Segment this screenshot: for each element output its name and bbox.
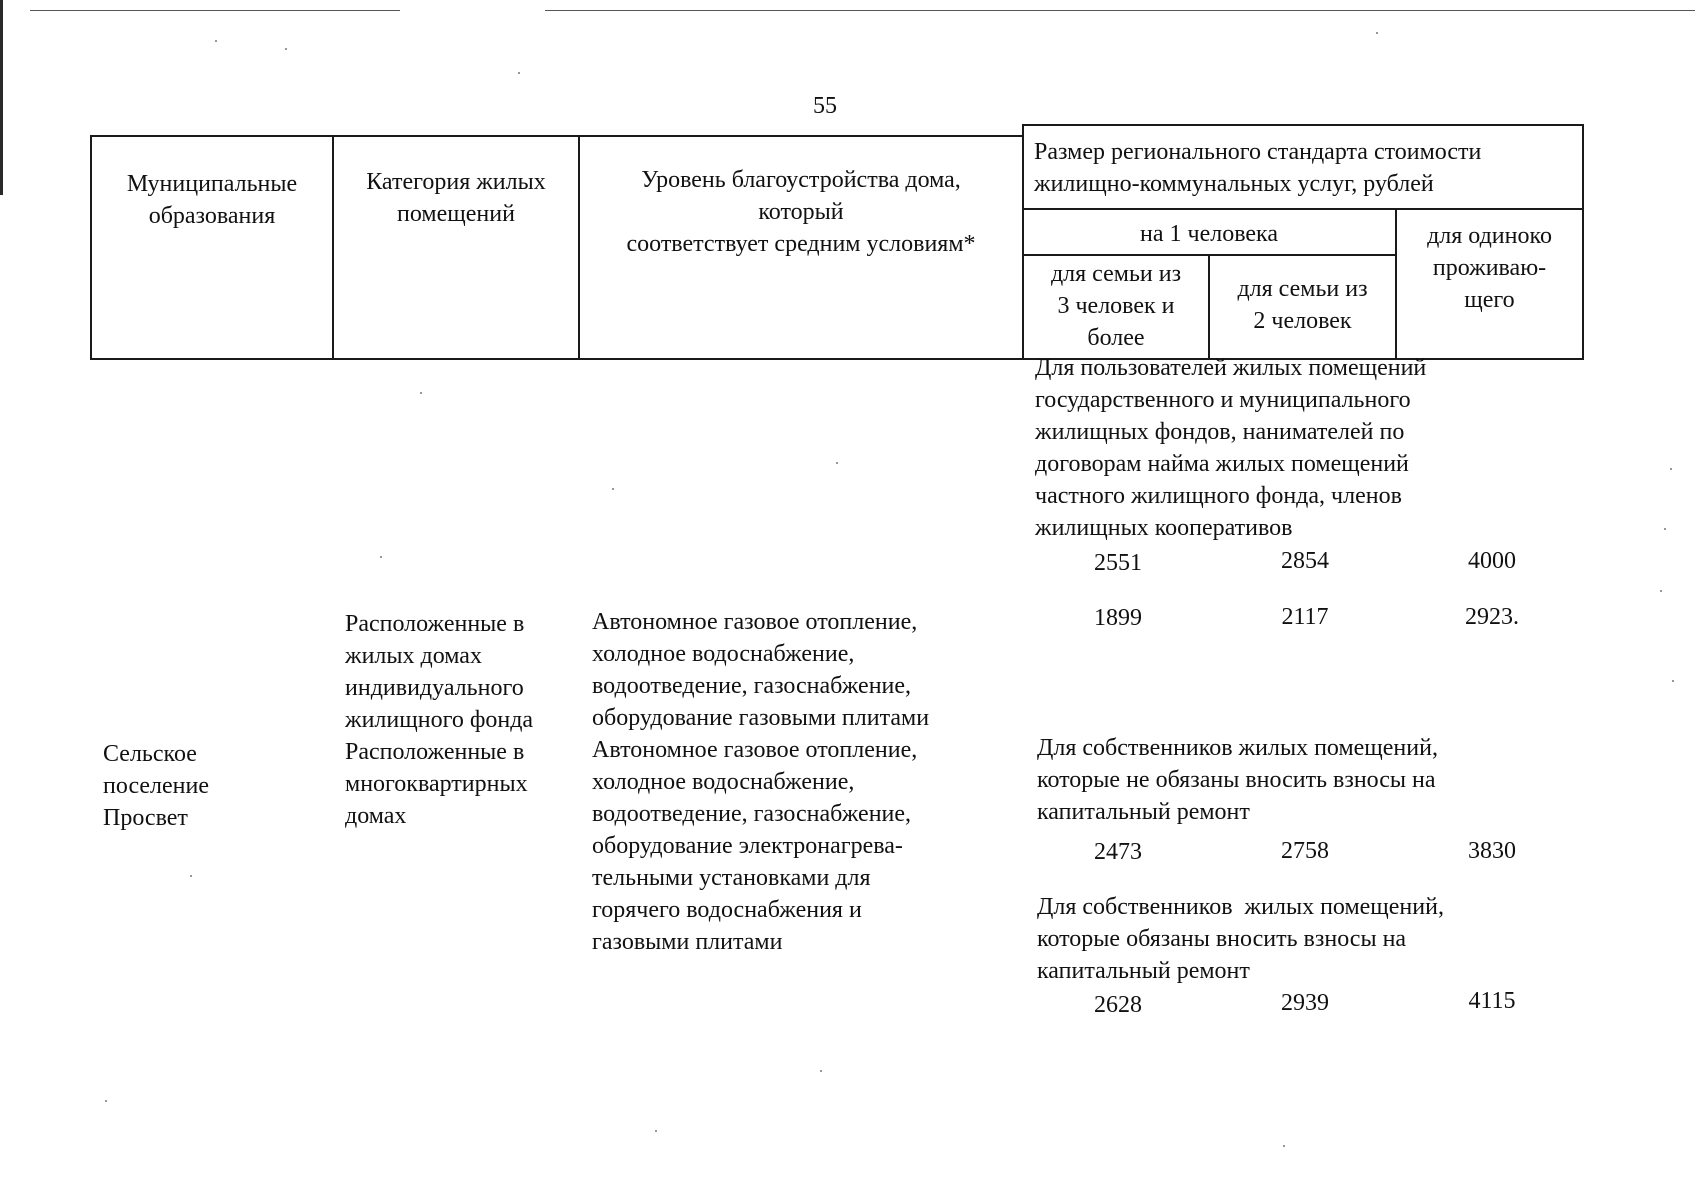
table-border-top-right: [1022, 124, 1584, 126]
group-owners-no-label: Для собственников жилых помещений, которые не обязаны вносить взносы на капитальный ремонт: [1037, 735, 1438, 825]
value-users-single: 4000: [1468, 548, 1516, 574]
scan-edge-artifact: [0, 0, 3, 195]
value-owners-yes-single: 4115: [1468, 988, 1516, 1014]
value-owners-yes-family3: 2628: [1094, 992, 1142, 1018]
category-individual: Расположенные в жилых домах индивидуального жилищного фонда: [345, 611, 534, 733]
scan-speck: [420, 392, 422, 394]
scan-speck: [518, 72, 520, 74]
scan-speck: [1660, 590, 1662, 592]
scan-top-line: [545, 10, 1695, 11]
scan-speck: [1376, 32, 1378, 34]
scan-speck: [655, 1130, 657, 1132]
header-family3: для семьи из 3 человек и более: [1050, 261, 1182, 351]
scan-top-line: [30, 10, 400, 11]
scan-speck: [380, 556, 382, 558]
value-owners-no-family2: 2758: [1281, 838, 1329, 864]
header-single: для одиноко проживаю- щего: [1427, 223, 1552, 313]
scan-speck: [820, 1070, 822, 1072]
header-category: Категория жилых помещений: [366, 169, 546, 227]
table-border-top: [90, 135, 1024, 137]
value-gas-single: 2923.: [1465, 604, 1519, 630]
page-number: 55: [813, 93, 837, 119]
scan-speck: [105, 1100, 107, 1102]
value-gas-family3: 1899: [1094, 605, 1142, 631]
scan-speck: [285, 48, 287, 50]
scan-speck: [215, 40, 217, 42]
scan-speck: [836, 462, 838, 464]
header-family2: для семьи из 2 человек: [1237, 276, 1368, 334]
level-electric-heaters: Автономное газовое отопление, холодное водоснабжение, водоотведение, газоснабжение, оборудование электронагрева- тельными установками для горячего водоснабжения и газовыми плитами: [592, 737, 918, 955]
table-border-right: [1582, 124, 1584, 360]
scan-speck: [1670, 468, 1672, 470]
scan-speck: [612, 488, 614, 490]
group-users-label: Для пользователей жилых помещений государственного и муниципального жилищных фондов, нанимателей по договорам найма жилых помещений частного жилищного фонда, членов жилищных кооперативов: [1035, 355, 1427, 541]
value-users-family3: 2551: [1094, 550, 1142, 576]
value-gas-family2: 2117: [1281, 604, 1329, 630]
scan-speck: [190, 875, 192, 877]
scan-speck: [1283, 1145, 1285, 1147]
value-owners-yes-family2: 2939: [1281, 990, 1329, 1016]
value-owners-no-single: 3830: [1468, 838, 1516, 864]
header-municipal: Муниципальные образования: [126, 171, 298, 229]
scan-speck: [1664, 528, 1666, 530]
header-level: Уровень благоустройства дома, который соответствует средним условиям*: [626, 167, 976, 257]
group-owners-yes-label: Для собственников жилых помещений, которые обязаны вносить взносы на капитальный ремонт: [1037, 894, 1444, 984]
value-owners-no-family3: 2473: [1094, 839, 1142, 865]
municipality-name: Сельское поселение Просвет: [103, 741, 210, 831]
scan-speck: [1672, 680, 1674, 682]
header-size: Размер регионального стандарта стоимости жилищно-коммунальных услуг, рублей: [1034, 139, 1482, 197]
category-apartment: Расположенные в многоквартирных домах: [345, 739, 528, 829]
level-gas-stoves: Автономное газовое отопление, холодное водоснабжение, водоотведение, газоснабжение, оборудование газовыми плитами: [592, 609, 930, 731]
value-users-family2: 2854: [1281, 548, 1329, 574]
header-per-person: на 1 человека: [1140, 221, 1278, 247]
table-divider: [1022, 208, 1584, 210]
